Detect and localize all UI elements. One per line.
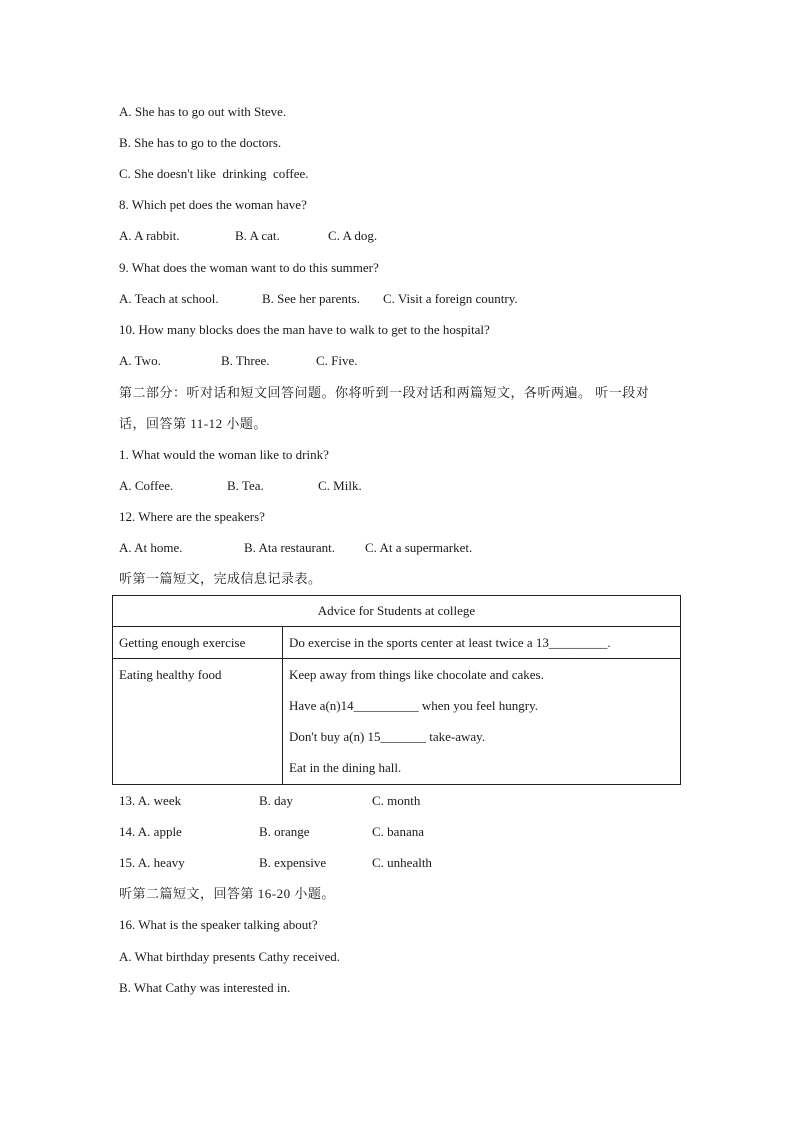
q13-option-a: 13. A. week	[119, 793, 182, 808]
food-advice-line: Eat in the dining hall.	[289, 760, 402, 775]
q16-question: 16. What is the speaker talking about?	[119, 917, 318, 932]
q15-option-b: B. expensive	[259, 855, 327, 870]
row-food-label: Eating healthy food	[113, 659, 283, 785]
row-food-cell	[283, 659, 681, 785]
part2-instruction-line2: 话，回答第 11-12 小题。	[119, 416, 267, 431]
q16-option-b: B. What Cathy was interested in.	[119, 980, 291, 995]
q12-question: 12. Where are the speakers?	[119, 509, 265, 524]
q15-option-a: 15. A. heavy	[119, 855, 185, 870]
passage1-instruction: 听第一篇短文，完成信息记录表。	[119, 571, 322, 586]
q14-option-b: B. orange	[259, 824, 310, 839]
food-advice-line: Don't buy a(n) 15_______ take-away.	[289, 729, 486, 744]
q16-option-a: A. What birthday presents Cathy received.	[119, 949, 341, 964]
part2-instruction-line1: 第二部分：听对话和短文回答问题。你将听到一段对话和两篇短文，各听两遍。 听一段对	[119, 385, 650, 400]
q9-question: 9. What does the woman want to do this summer?	[119, 260, 379, 275]
row-exercise-text: Do exercise in the sports center at least twice a 13_________.	[283, 627, 681, 659]
q14-option-a: 14. A. apple	[119, 824, 182, 839]
q10-option-c: C. Five.	[316, 353, 358, 368]
q10-option-b: B. Three.	[221, 353, 270, 368]
q7-option-a: A. She has to go out with Steve.	[119, 104, 287, 119]
q15-option-c: C. unhealth	[372, 855, 432, 870]
q7-option-b: B. She has to go to the doctors.	[119, 135, 282, 150]
q12-option-b: B. Ata restaurant.	[244, 540, 335, 555]
advice-table-title: Advice for Students at college	[113, 596, 681, 627]
q10-question: 10. How many blocks does the man have to walk to get to the hospital?	[119, 322, 490, 337]
q10-option-a: A. Two.	[119, 353, 161, 368]
q11-option-c: C. Milk.	[318, 478, 362, 493]
q11-option-b: B. Tea.	[227, 478, 264, 493]
advice-table	[112, 595, 681, 785]
q9-option-c: C. Visit a foreign country.	[383, 291, 518, 306]
row-exercise-label: Getting enough exercise	[113, 627, 283, 659]
q8-option-a: A. A rabbit.	[119, 228, 180, 243]
q12-option-a: A. At home.	[119, 540, 183, 555]
q7-option-c: C. She doesn't like drinking coffee.	[119, 166, 309, 181]
food-advice-line: Have a(n)14__________ when you feel hungry.	[289, 698, 538, 713]
q13-option-b: B. day	[259, 793, 293, 808]
q14-option-c: C. banana	[372, 824, 424, 839]
q9-option-b: B. See her parents.	[262, 291, 360, 306]
q8-option-b: B. A cat.	[235, 228, 280, 243]
q9-option-a: A. Teach at school.	[119, 291, 219, 306]
q8-question: 8. Which pet does the woman have?	[119, 197, 307, 212]
q11-question: 1. What would the woman like to drink?	[119, 447, 329, 462]
q11-option-a: A. Coffee.	[119, 478, 174, 493]
q12-option-c: C. At a supermarket.	[365, 540, 473, 555]
passage2-instruction: 听第二篇短文，回答第 16-20 小题。	[119, 886, 335, 901]
q8-option-c: C. A dog.	[328, 228, 378, 243]
q13-option-c: C. month	[372, 793, 421, 808]
food-advice-line: Keep away from things like chocolate and cakes.	[289, 667, 544, 682]
